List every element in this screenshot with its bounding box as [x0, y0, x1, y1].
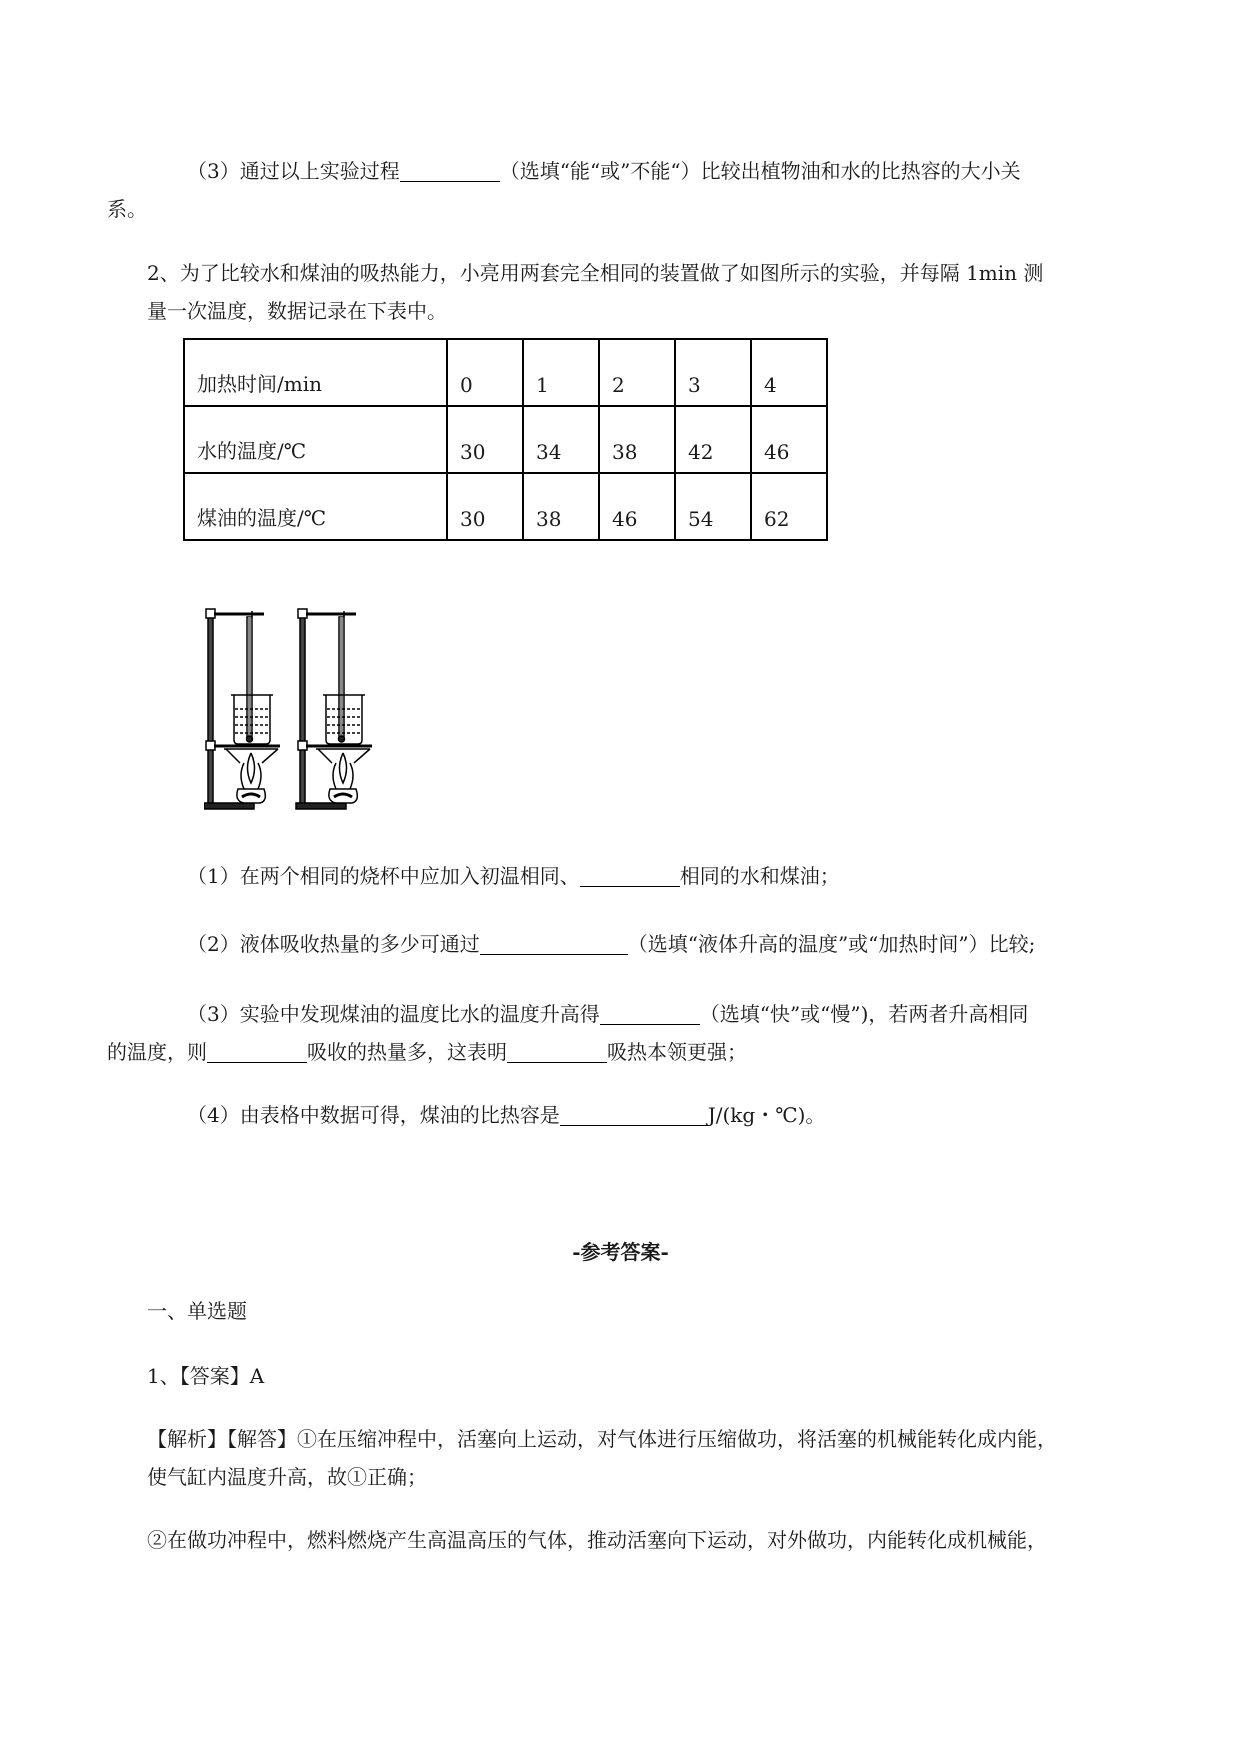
sub-question-2 — [147, 925, 1157, 963]
right-apparatus — [296, 609, 372, 809]
prev-q3-text: （3）通过以上实验过程 — [187, 159, 400, 183]
question-2 — [147, 254, 1157, 330]
table-cell: 4 — [751, 339, 827, 406]
sub-question-4-text: （4）由表格中数据可得，煤油的比热容是 — [187, 1103, 560, 1127]
table-cell: 2 — [599, 339, 675, 406]
sub-question-3-line2 — [107, 1033, 747, 1071]
prev-q3-text-2: （选填“能“或”不能“）比较出植物油和水的比热容的大小关 — [499, 159, 1021, 183]
answer-blank[interactable] — [207, 1040, 307, 1063]
analysis-line2: 使气缸内温度升高，故①正确； — [147, 1465, 427, 1489]
sub-question-3-line2-text-2: 吸收的热量多，这表明 — [307, 1040, 507, 1064]
table-cell: 42 — [675, 406, 751, 473]
analysis-line3: ②在做功冲程中，燃料燃烧产生高温高压的气体，推动活塞向下运动，对外做功，内能转化成机械能， — [147, 1528, 1047, 1552]
table-cell: 38 — [599, 406, 675, 473]
sub-question-3 — [107, 995, 1157, 1071]
sub-question-3-line2-text: 的温度，则 — [107, 1040, 207, 1064]
answers-title: -参考答案- — [572, 1240, 669, 1264]
table-cell: 38 — [523, 473, 599, 540]
table-cell: 1 — [523, 339, 599, 406]
question-2-line2: 量一次温度，数据记录在下表中。 — [147, 299, 447, 323]
analysis — [147, 1420, 1157, 1496]
sub-question-3-text-2: （选填“快”或“慢”)，若两者升高相同 — [699, 1002, 1029, 1026]
data-table — [183, 338, 828, 541]
answer-blank[interactable] — [580, 864, 680, 887]
answer-blank[interactable] — [480, 932, 628, 955]
table-cell: 30 — [447, 406, 523, 473]
table-cell: 46 — [599, 473, 675, 540]
table-cell: 水的温度/℃ — [184, 406, 447, 473]
answer-blank[interactable] — [560, 1103, 708, 1126]
section-heading: 一、单选题 — [147, 1299, 247, 1323]
prev-q3-line2: 系。 — [107, 197, 147, 221]
sub-question-1 — [147, 857, 1157, 895]
prev-q3 — [107, 152, 1157, 228]
table-cell: 30 — [447, 473, 523, 540]
answer-blank[interactable] — [400, 159, 500, 182]
table-cell: 34 — [523, 406, 599, 473]
analysis-line1: 【解析】【解答】①在压缩冲程中，活塞向上运动，对气体进行压缩做功，将活塞的机械能转化成内能， — [147, 1427, 1057, 1451]
table-cell: 加热时间/min — [184, 339, 447, 406]
table-row — [184, 473, 827, 540]
left-apparatus — [204, 609, 280, 809]
sub-question-3-text: （3）实验中发现煤油的温度比水的温度升高得 — [187, 1002, 600, 1026]
table-cell: 46 — [751, 406, 827, 473]
answer-1: 1、【答案】A — [147, 1364, 265, 1388]
table-cell: 3 — [675, 339, 751, 406]
sub-question-4-text-2: J/(kg・℃)。 — [707, 1103, 826, 1127]
sub-question-2-text-2: （选填“液体升高的温度”或“加热时间”）比较; — [627, 932, 1036, 956]
table-cell: 54 — [675, 473, 751, 540]
sub-question-4 — [147, 1096, 1157, 1134]
heating-apparatus-figure — [204, 603, 404, 813]
table-cell: 62 — [751, 473, 827, 540]
question-2-line1: 2、为了比较水和煤油的吸热能力，小亮用两套完全相同的装置做了如图所示的实验，并每隔 1min 测 — [147, 261, 1044, 285]
table-cell: 0 — [447, 339, 523, 406]
sub-question-1-text: （1）在两个相同的烧杯中应加入初温相同、 — [187, 864, 580, 888]
sub-question-2-text: （2）液体吸收热量的多少可通过 — [187, 932, 480, 956]
answer-blank[interactable] — [507, 1040, 607, 1063]
sub-question-3-line2-text-3: 吸热本领更强； — [607, 1040, 747, 1064]
answer-blank[interactable] — [600, 1002, 700, 1025]
sub-question-1-text-2: 相同的水和煤油； — [679, 864, 840, 888]
table-row — [184, 339, 827, 406]
table-row — [184, 406, 827, 473]
table-cell: 煤油的温度/℃ — [184, 473, 447, 540]
